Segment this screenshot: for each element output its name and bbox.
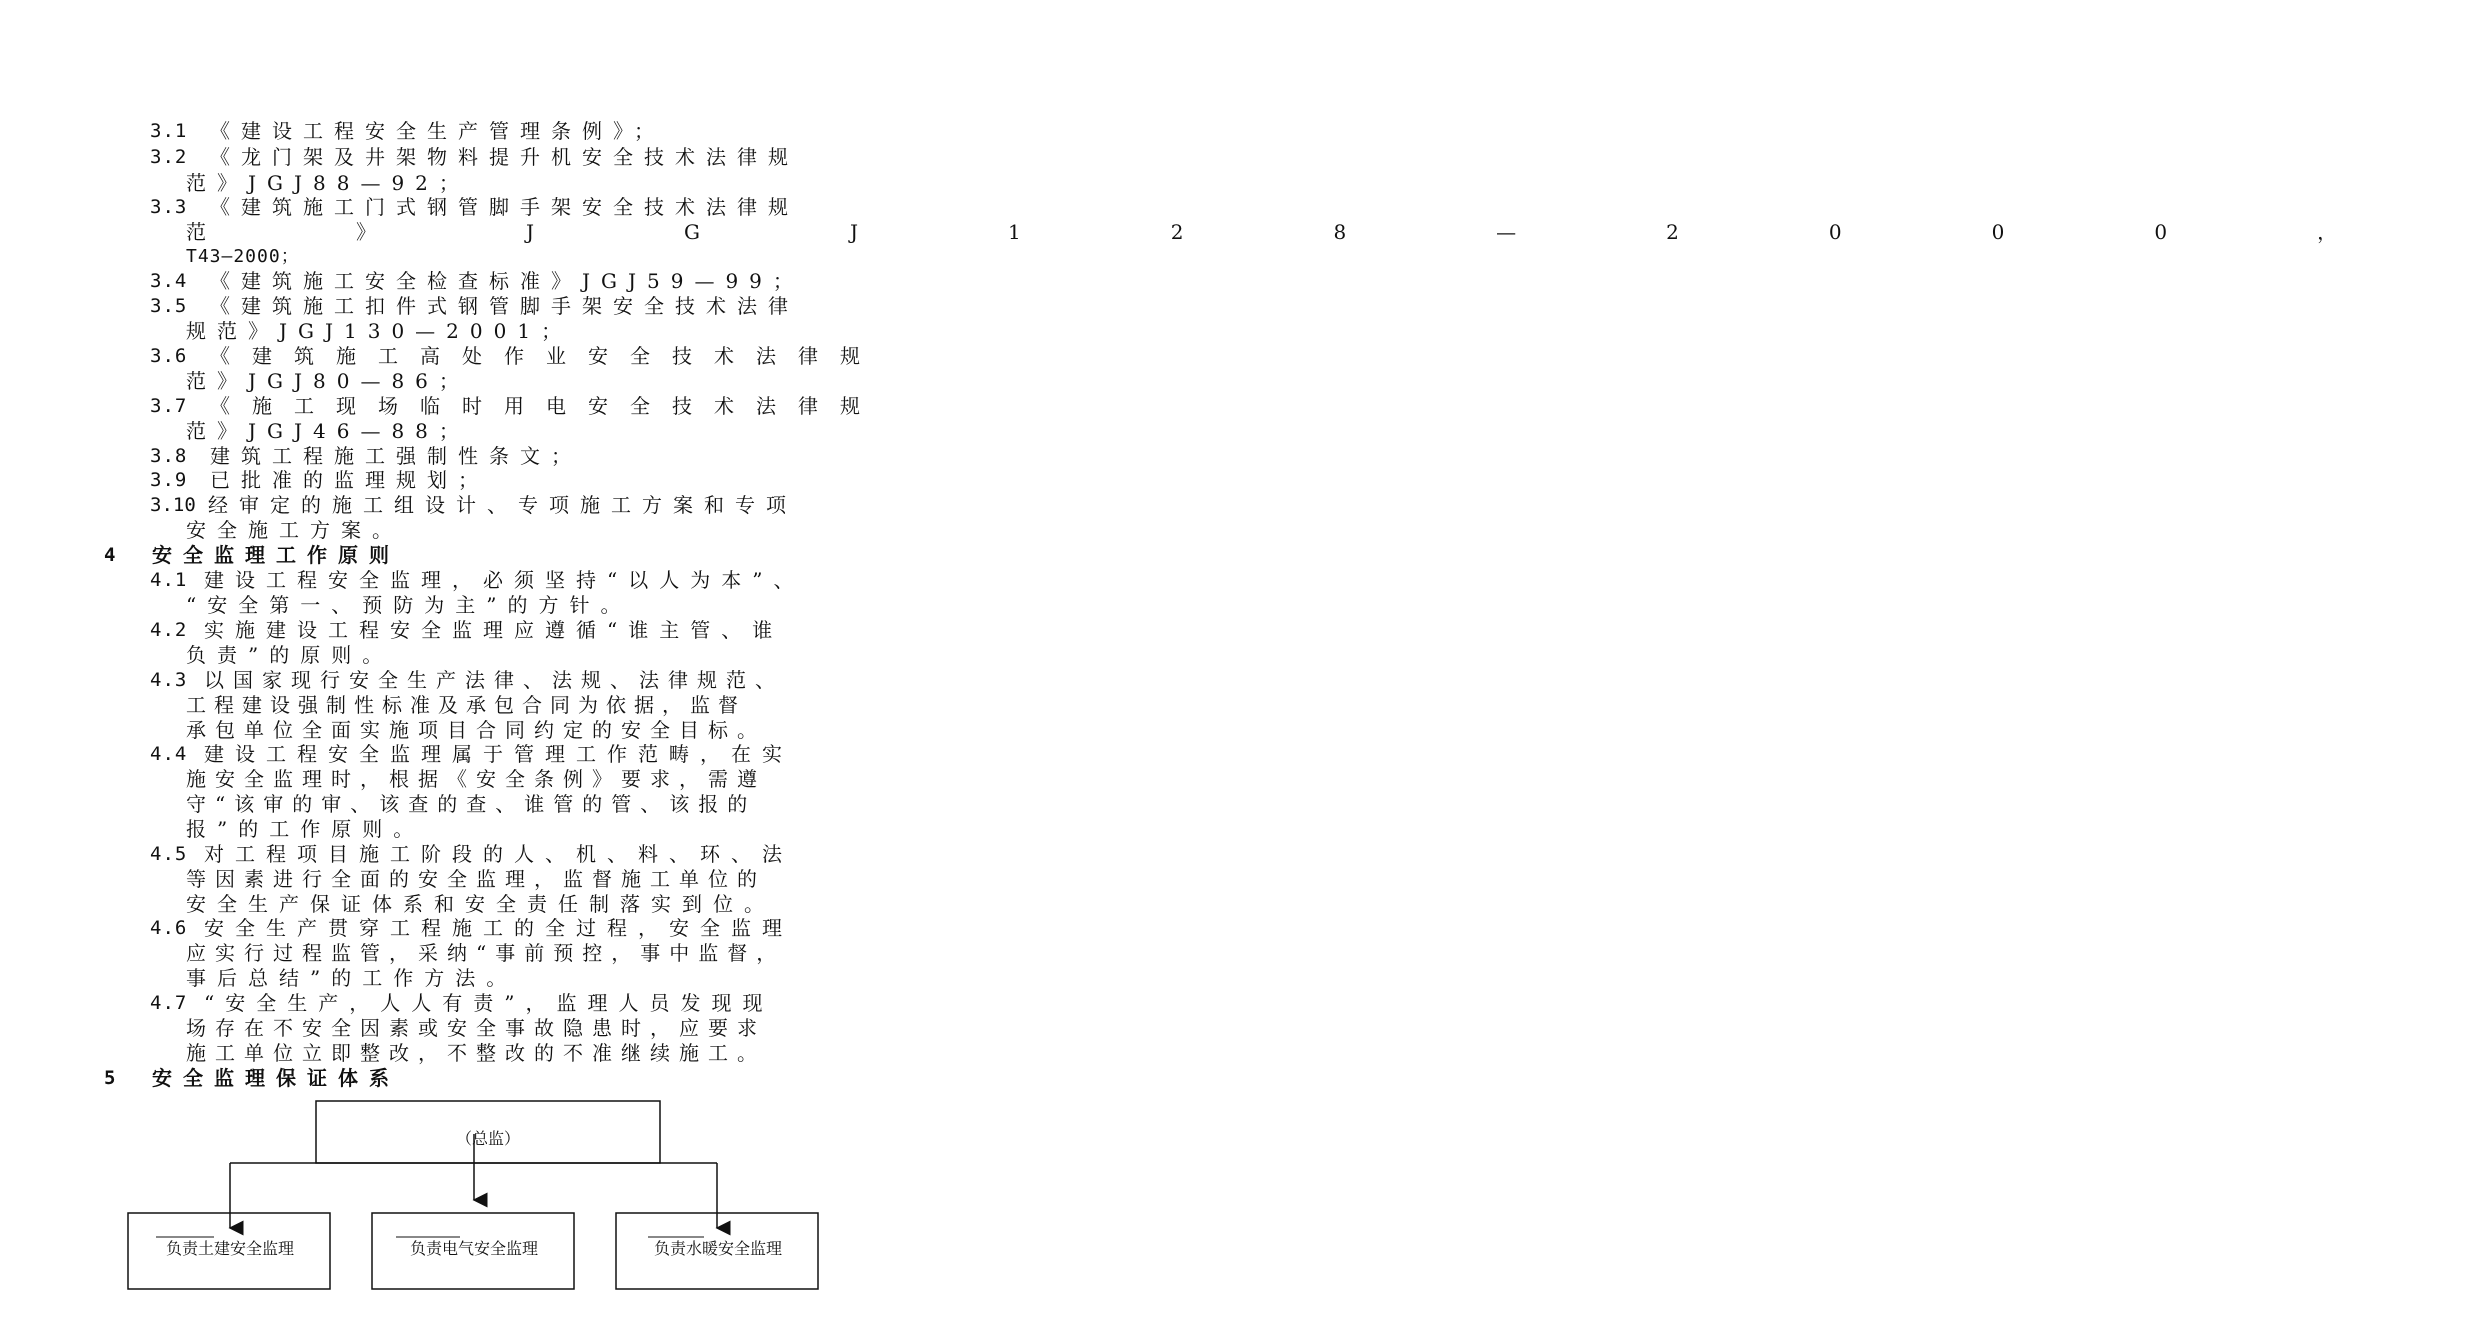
item-text: 应实行过程监管，采纳“事前预控，事中监督， xyxy=(186,941,786,965)
item-text: 对工程项目施工阶段的人、机、料、环、法 xyxy=(204,842,793,866)
item-number: 4.6 xyxy=(150,917,188,939)
item-number: 4.3 xyxy=(150,669,188,691)
item-number: 3.7 xyxy=(150,395,188,417)
item-text: 施安全监理时，根据《安全条例》要求，需遵 xyxy=(186,767,766,791)
item-text: T43—2000； xyxy=(186,246,300,267)
item-text: 《施工现场临时用电安全技术法律规 xyxy=(210,394,882,418)
item-text: 已批准的监理规划； xyxy=(210,468,489,492)
org-connectors xyxy=(230,1134,717,1228)
item-text: 实施建设工程安全监理应遵循“谁主管、谁 xyxy=(204,618,784,642)
item-text: 承包单位全面实施项目合同约定的安全目标。 xyxy=(186,718,766,742)
item-text: 安全施工方案。 xyxy=(186,518,403,542)
org-chart xyxy=(0,0,950,1344)
item-number: 3.9 xyxy=(150,469,188,491)
org-top-label: （总监） xyxy=(455,1129,521,1148)
org-child-label: 负责水暖安全监理 xyxy=(653,1239,783,1258)
item-text: 范》JGJ80—86； xyxy=(186,369,470,393)
item-text: 范》JGJ88—92； xyxy=(186,171,470,195)
item-number: 4.7 xyxy=(150,992,188,1014)
item-text: 《建筑施工扣件式钢管脚手架安全技术法律 xyxy=(210,294,799,318)
item-number: 4.4 xyxy=(150,743,188,765)
item-text: 《建设工程安全生产管理条例》； xyxy=(210,119,665,143)
item-text: 安全生产贯穿工程施工的全过程，安全监理 xyxy=(204,916,793,940)
item-number: 3.8 xyxy=(150,445,188,467)
item-text: 守“该审的审、该查的查、谁管的管、该报的 xyxy=(186,792,757,816)
org-child-node xyxy=(128,1213,330,1289)
section-number: 4 xyxy=(104,544,117,566)
section-title: 安全监理工作原则 xyxy=(152,543,400,567)
item-text: 以国家现行安全生产法律、法规、法律规范、 xyxy=(204,668,784,692)
item-text: 建筑工程施工强制性条文； xyxy=(210,444,582,468)
section-title: 安全监理保证体系 xyxy=(152,1066,400,1090)
item-text: 经审定的施工组设计、专项施工方案和专项 xyxy=(208,493,797,517)
item-text: 范》JGJ46—88； xyxy=(186,419,470,443)
item-text: 《建筑施工安全检查标准》JGJ59—99； xyxy=(210,269,804,293)
item-text: 施工单位立即整改，不整改的不准继续施工。 xyxy=(186,1041,766,1065)
item-number: 3.4 xyxy=(150,270,188,292)
org-child-label: 负责土建安全监理 xyxy=(165,1239,295,1258)
item-text: 建设工程安全监理属于管理工作范畴，在实 xyxy=(204,742,793,766)
item-number: 4.5 xyxy=(150,843,188,865)
item-text: 事后总结”的工作方法。 xyxy=(186,966,518,990)
org-child-label: 负责电气安全监理 xyxy=(409,1239,539,1258)
item-number: 3.1 xyxy=(150,120,188,142)
item-text: 范》JGJ128—2000， xyxy=(186,220,2487,244)
item-text: 等因素进行全面的安全监理，监督施工单位的 xyxy=(186,867,766,891)
item-text: 报”的工作原则。 xyxy=(186,817,425,841)
org-child-node xyxy=(372,1213,574,1289)
item-number: 3.6 xyxy=(150,345,188,367)
org-top-node xyxy=(316,1101,660,1163)
item-number: 3.3 xyxy=(150,196,188,218)
item-number: 3.2 xyxy=(150,146,188,168)
item-number: 4.1 xyxy=(150,569,188,591)
item-text: 建设工程安全监理，必须坚持“以人为本”、 xyxy=(204,568,805,592)
section-number: 5 xyxy=(104,1067,117,1089)
item-text: 场存在不安全因素或安全事故隐患时，应要求 xyxy=(186,1016,766,1040)
item-number: 3.10 xyxy=(150,494,196,516)
item-text: “安全生产，人人有责”，监理人员发现现 xyxy=(204,991,774,1015)
item-number: 4.2 xyxy=(150,619,188,641)
item-text: “安全第一、预防为主”的方针。 xyxy=(186,593,632,617)
item-text: 《建筑施工门式钢管脚手架安全技术法律规 xyxy=(210,195,799,219)
item-text: 《建筑施工高处作业安全技术法律规 xyxy=(210,344,882,368)
item-text: 负责”的原则。 xyxy=(186,643,394,667)
item-text: 《龙门架及井架物料提升机安全技术法律规 xyxy=(210,145,799,169)
item-text: 安全生产保证体系和安全责任制落实到位。 xyxy=(186,892,775,916)
item-number: 3.5 xyxy=(150,295,188,317)
item-text: 规范》JGJ130—2001； xyxy=(186,319,573,343)
item-text: 工程建设强制性标准及承包合同为依据，监督 xyxy=(186,693,746,717)
